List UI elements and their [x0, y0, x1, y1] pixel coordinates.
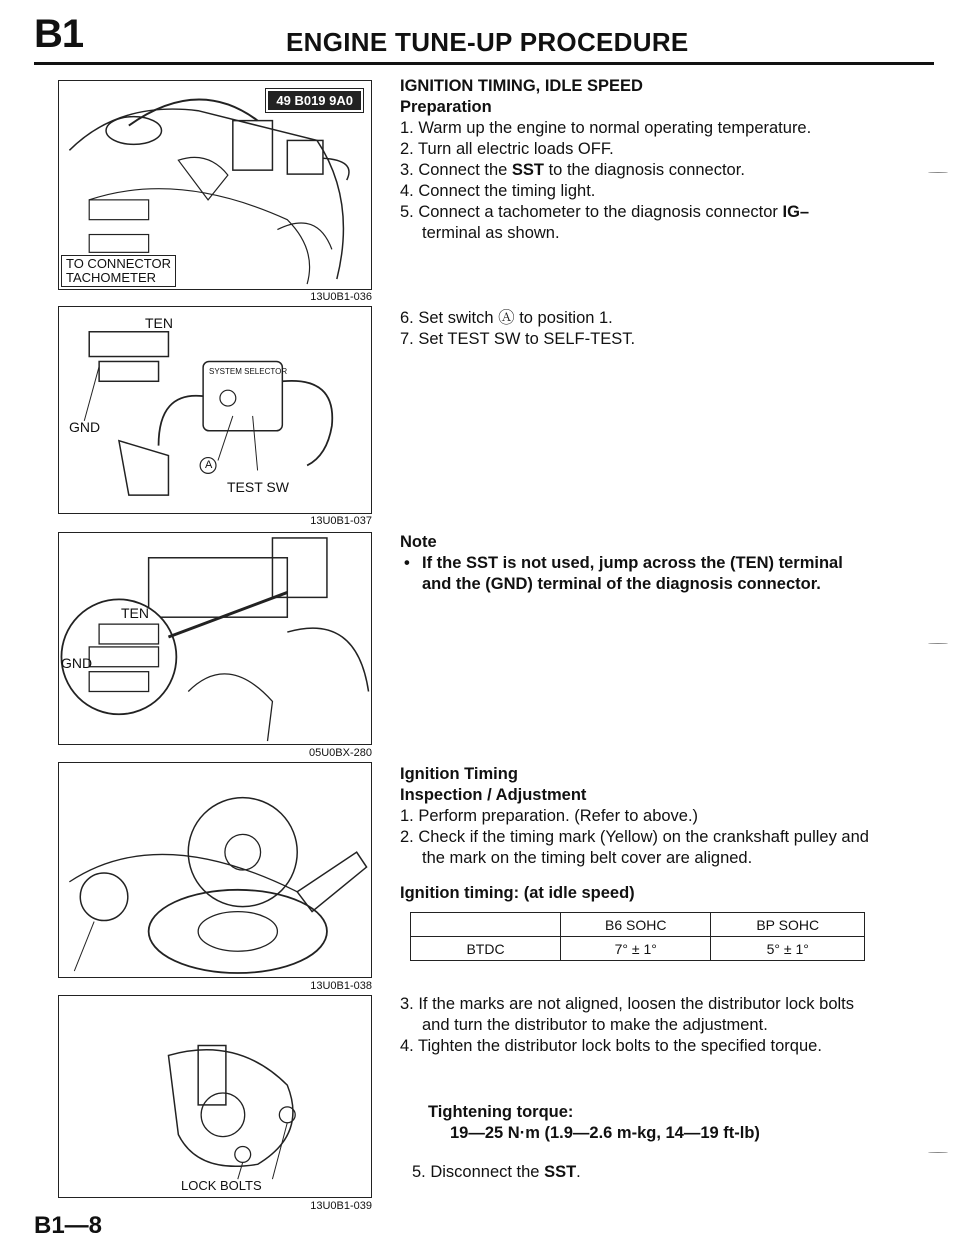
figure-sst-connection: [58, 80, 372, 290]
section-code: B1: [34, 12, 84, 56]
figure-code: 05U0BX-280: [309, 747, 372, 759]
diagnosis-connector-illustration: [59, 533, 371, 744]
system-selector-label: SYSTEM SELECTOR: [209, 367, 288, 376]
test-sw-label: TEST SW: [227, 479, 289, 495]
figure-code: 13U0B1-039: [310, 1200, 372, 1212]
ten-terminal-label: TEN: [121, 605, 149, 621]
table-cell: 5° ± 1°: [711, 937, 865, 961]
margin-mark: [928, 1152, 948, 1154]
table-header-row: [411, 913, 865, 937]
table-cell: 7° ± 1°: [561, 937, 711, 961]
adjustment-steps: [400, 994, 870, 1057]
step-item: 6. Set switch Ⓐ to position 1.: [400, 309, 613, 327]
step-item: 3. Connect the SST to the diagnosis connector.: [400, 161, 745, 179]
switch-setting-section: [400, 308, 870, 350]
figure-diagnosis-connector: [58, 532, 372, 745]
figure-code: 13U0B1-038: [310, 980, 372, 992]
preparation-section: [400, 76, 870, 244]
step-item: 2. Turn all electric loads OFF.: [400, 140, 614, 158]
connector-label-line: TO CONNECTOR: [66, 256, 171, 271]
lock-bolts-label: LOCK BOLTS: [181, 1178, 262, 1193]
section-subheading: Preparation: [400, 98, 492, 116]
distributor-illustration: [59, 996, 371, 1197]
table-row: [411, 937, 865, 961]
system-selector-illustration: [59, 307, 371, 513]
step-item: 3. If the marks are not aligned, loosen the distributor lock bolts and turn the distributor to make the adjustment.: [400, 995, 854, 1034]
table-header-cell: BP SOHC: [711, 913, 865, 937]
tachometer-label-line: TACHOMETER: [66, 270, 157, 285]
step-item: 7. Set TEST SW to SELF-TEST.: [400, 330, 636, 348]
switch-a-label: A: [205, 459, 213, 471]
torque-label: Tightening torque:: [428, 1103, 574, 1121]
step-item: 1. Perform preparation. (Refer to above.): [400, 807, 699, 825]
table-header-cell: B6 SOHC: [561, 913, 711, 937]
figure-system-selector: [58, 306, 372, 514]
step-item: 5. Connect a tachometer to the diagnosis connector IG– terminal as shown.: [400, 203, 810, 242]
margin-mark: [928, 643, 948, 645]
step-item: 1. Warm up the engine to normal operating temperature.: [400, 119, 812, 137]
margin-mark: [928, 172, 948, 174]
tool-number-badge: 49 B019 9A0: [266, 89, 363, 112]
connector-label: [61, 255, 176, 287]
step-item: 4. Tighten the distributor lock bolts to the specified torque.: [400, 1037, 822, 1055]
figure-distributor: [58, 995, 372, 1198]
page-title: ENGINE TUNE-UP PROCEDURE: [286, 27, 689, 57]
table-header-cell: [411, 913, 561, 937]
header-rule: [34, 62, 934, 65]
section-heading: IGNITION TIMING, IDLE SPEED: [400, 77, 643, 95]
ignition-timing-table: [410, 912, 865, 961]
ten-terminal-label: TEN: [145, 315, 173, 331]
torque-value: 19—25 N·m (1.9—2.6 m-kg, 14—19 ft-lb): [450, 1124, 760, 1142]
tightening-torque: [428, 1102, 760, 1144]
note-item: • If the SST is not used, jump across the (TEN) terminal and the (GND) terminal of the diagnosis connector.: [404, 554, 843, 593]
table-cell: BTDC: [411, 937, 561, 961]
page-number: B1—8: [34, 1212, 103, 1239]
note-title: Note: [400, 533, 437, 551]
ignition-timing-section: [400, 764, 870, 904]
spec-label: Ignition timing: (at idle speed): [400, 884, 635, 902]
final-step: [412, 1162, 882, 1183]
note-block: [400, 532, 850, 595]
step-item: 5. Disconnect the SST.: [412, 1163, 581, 1181]
gnd-terminal-label: GND: [61, 655, 93, 671]
figure-crankshaft-pulley: [58, 762, 372, 978]
step-item: 2. Check if the timing mark (Yellow) on the crankshaft pulley and the mark on the timing belt cover are aligned.: [400, 828, 869, 867]
figure-code: 13U0B1-037: [310, 515, 372, 527]
section-subheading: Inspection / Adjustment: [400, 786, 587, 804]
section-heading: Ignition Timing: [400, 765, 518, 783]
figure-code: 13U0B1-036: [310, 291, 372, 303]
crankshaft-pulley-illustration: [59, 763, 371, 977]
step-item: 4. Connect the timing light.: [400, 182, 596, 200]
gnd-terminal-label: GND: [69, 419, 101, 435]
